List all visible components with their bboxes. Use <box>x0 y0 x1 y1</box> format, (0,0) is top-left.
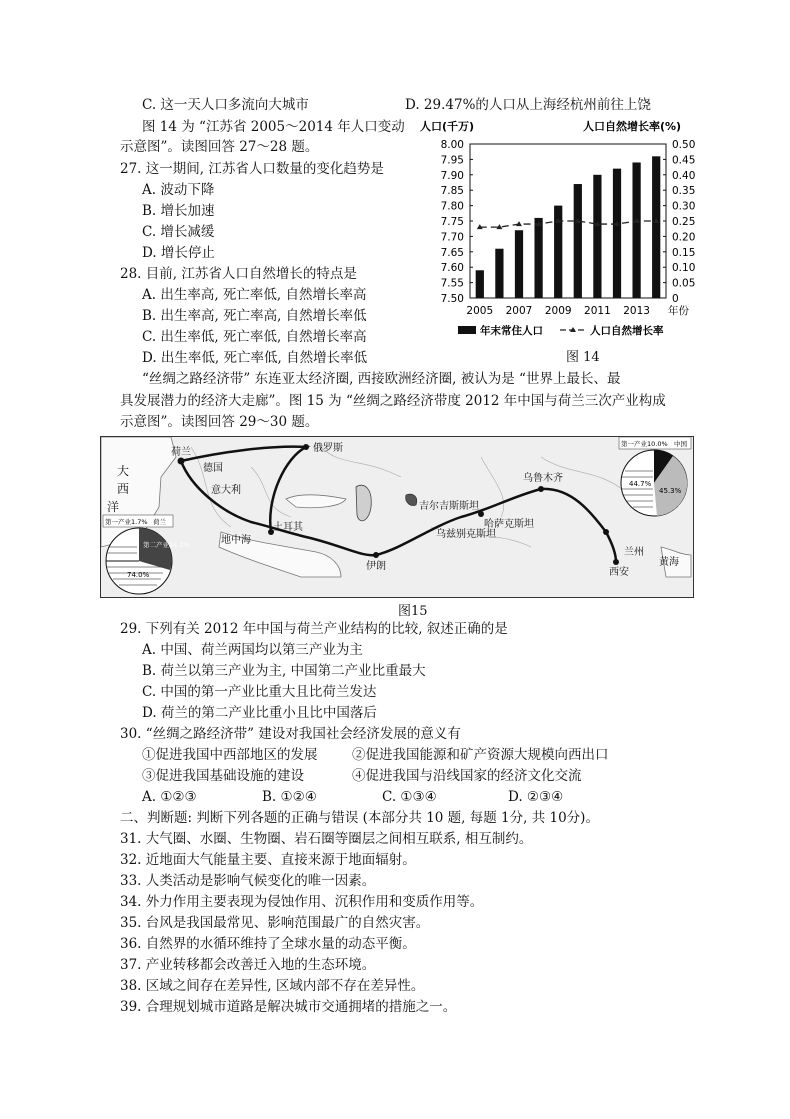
q29-option-d: D. 荷兰的第二产业比重小且比中国落后 <box>142 705 377 721</box>
fig14-caption: 图 14 <box>566 350 600 365</box>
label-yellow-sea: 黄海 <box>659 557 679 568</box>
legend-bar-swatch <box>458 326 476 334</box>
pie-cn-primary-label: 第一产业10.0% <box>621 440 668 448</box>
x-axis-unit: 年份 <box>668 305 689 317</box>
y-tick-left: 7.95 <box>440 154 464 167</box>
legend-line-label: 人口自然增长率 <box>590 325 664 337</box>
fig15-caption: 图15 <box>398 604 428 619</box>
label-mediterranean: 地中海 <box>221 535 251 546</box>
growth-rate-line <box>480 221 656 227</box>
pie-nl-tertiary-label: 74.0% <box>127 571 150 579</box>
x-tick-label: 2011 <box>584 305 611 317</box>
q30-option-a: A. ①②③ <box>142 789 197 805</box>
label-kyrgyzstan: 吉尔吉斯斯坦 <box>419 501 479 512</box>
y-tick-right: 0 <box>672 293 679 305</box>
judge-item: 36. 自然界的水循环维持了全球水量的动态平衡。 <box>120 936 416 952</box>
q28-option-c: C. 出生率低, 死亡率低, 自然增长率高 <box>142 329 367 345</box>
label-turkey: 土耳其 <box>273 522 303 533</box>
q27-option-d: D. 增长停止 <box>142 245 215 261</box>
legend-bar-label: 年末常住人口 <box>480 325 543 337</box>
label-uzbekistan: 乌兹别克斯坦 <box>436 529 496 540</box>
y-tick-left: 7.85 <box>440 185 464 198</box>
q30-statement-1: ①促进我国中西部地区的发展 <box>142 747 318 763</box>
q29-option-a: A. 中国、荷兰两国均以第三产业为主 <box>142 642 363 658</box>
y-axis-left-title: 人口(千万) <box>420 120 475 133</box>
part2-heading: 二、判断题: 判断下列各题的正确与错误 (本部分共 10 题, 每题 1分, 共 10分)。 <box>120 810 599 826</box>
judge-item: 35. 台风是我国最常见、影响范围最广的自然灾害。 <box>120 915 430 931</box>
label-atlantic-1: 大 <box>117 464 130 478</box>
y-tick-left: 7.70 <box>440 231 464 244</box>
pie-cn-tertiary-label: 44.7% <box>629 480 652 488</box>
y-tick-left: 7.60 <box>440 262 464 275</box>
q30-option-b: B. ①②④ <box>262 789 317 805</box>
y-tick-left: 8.00 <box>440 139 464 151</box>
label-atlantic-3: 洋 <box>107 500 120 514</box>
population-bar <box>574 184 582 298</box>
label-xian: 西安 <box>609 567 629 578</box>
x-tick-label: 2005 <box>466 305 494 317</box>
q30-statement-2: ②促进我国能源和矿产资源大规模向西出口 <box>352 747 609 763</box>
q26-option-c: C. 这一天人口多流向大城市 <box>142 97 309 113</box>
population-bar <box>515 230 523 298</box>
q28-option-d: D. 出生率低, 死亡率低, 自然增长率低 <box>142 350 368 366</box>
silk-intro-line3: 示意图”。读图回答 29～30 题。 <box>120 414 319 430</box>
fig14-intro-line1: 图 14 为 “江苏省 2005～2014 年人口变动 <box>142 119 405 135</box>
q28-option-a: A. 出生率高, 死亡率低, 自然增长率高 <box>142 287 367 303</box>
q27-stem: 27. 这一期间, 江苏省人口数量的变化趋势是 <box>120 161 384 177</box>
q27-option-b: B. 增长加速 <box>142 203 215 219</box>
y-tick-right: 0.15 <box>672 246 696 259</box>
y-tick-right: 0.50 <box>672 139 696 151</box>
population-chart <box>418 118 718 363</box>
population-bar <box>613 169 621 298</box>
q29-option-c: C. 中国的第一产业比重大且比荷兰发达 <box>142 684 377 700</box>
q28-option-b: B. 出生率高, 死亡率高, 自然增长率低 <box>142 308 367 324</box>
label-urumqi: 乌鲁木齐 <box>523 473 563 484</box>
label-iran: 伊朗 <box>366 561 386 572</box>
judge-item: 39. 合理规划城市道路是解决城市交通拥堵的措施之一。 <box>120 999 457 1015</box>
q29-stem: 29. 下列有关 2012 年中国与荷兰产业结构的比较, 叙述正确的是 <box>120 621 508 637</box>
judge-item: 32. 近地面大气能量主要、直接来源于地面辐射。 <box>120 852 416 868</box>
judge-item: 38. 区域之间存在差异性, 区域内部不存在差异性。 <box>120 978 425 994</box>
judge-item: 37. 产业转移都会改善迁入地的生态环境。 <box>120 957 376 973</box>
y-tick-right: 0.25 <box>672 216 696 228</box>
q27-option-a: A. 波动下降 <box>142 182 215 198</box>
q28-stem: 28. 目前, 江苏省人口自然增长的特点是 <box>120 266 357 282</box>
population-bar <box>652 156 660 298</box>
y-tick-right: 0.05 <box>672 277 696 290</box>
population-bar <box>593 175 601 298</box>
q30-stem: 30. “丝绸之路经济带” 建设对我国社会经济发展的意义有 <box>120 726 461 742</box>
y-axis-right-title: 人口自然增长率(%) <box>583 120 682 133</box>
silk-intro-line2: 具发展潜力的经济大走廊”。图 15 为 “丝绸之路经济带度 2012 年中国与荷兰三次产业构成 <box>120 393 666 409</box>
judge-item: 33. 人类活动是影响气候变化的唯一因素。 <box>120 873 376 889</box>
y-tick-left: 7.90 <box>440 169 464 182</box>
x-tick-label: 2007 <box>505 305 533 317</box>
y-tick-left: 7.75 <box>440 216 464 228</box>
population-bar <box>534 218 542 298</box>
label-italy: 意大利 <box>211 485 241 496</box>
pie-cn-country: 中国 <box>674 440 687 448</box>
y-tick-right: 0.35 <box>672 185 696 198</box>
q29-option-b: B. 荷兰以第三产业为主, 中国第二产业比重最大 <box>142 663 426 679</box>
x-tick-label: 2013 <box>623 305 650 317</box>
y-tick-left: 7.55 <box>440 277 464 290</box>
fig14-intro-line2: 示意图”。读图回答 27～28 题。 <box>120 139 319 155</box>
population-bar <box>495 249 503 298</box>
label-germany: 德国 <box>203 463 223 474</box>
pie-nl-country: 荷兰 <box>153 518 166 526</box>
growth-rate-point <box>516 221 522 226</box>
y-tick-right: 0.30 <box>672 200 696 213</box>
label-netherlands: 荷兰 <box>171 447 191 458</box>
y-tick-right: 0.10 <box>672 262 696 275</box>
q26-option-d: D. 29.47%的人口从上海经杭州前往上饶 <box>405 97 651 113</box>
judge-item: 34. 外力作用主要表现为侵蚀作用、沉积作用和变质作用等。 <box>120 894 484 910</box>
pie-nl-secondary-label: 第二产业24.3% <box>143 541 190 549</box>
q30-statement-4: ④促进我国与沿线国家的经济文化交流 <box>352 768 582 784</box>
label-kazakhstan: 哈萨克斯坦 <box>484 519 534 530</box>
x-tick-label: 2009 <box>544 305 572 317</box>
population-bar <box>476 270 484 298</box>
pie-nl-primary-label: 第一产业1.7% <box>105 518 148 526</box>
label-lanzhou: 兰州 <box>624 547 644 558</box>
q30-option-d: D. ②③④ <box>508 789 564 805</box>
y-tick-right: 0.45 <box>672 154 696 167</box>
q30-statement-3: ③促进我国基础设施的建设 <box>142 768 304 784</box>
y-tick-right: 0.20 <box>672 231 696 244</box>
y-tick-left: 7.80 <box>440 200 464 213</box>
judge-item: 31. 大气圈、水圈、生物圈、岩石圈等圈层之间相互联系, 相互制约。 <box>120 831 533 847</box>
y-tick-left: 7.50 <box>440 293 464 305</box>
silk-road-map <box>100 436 694 598</box>
pie-cn-secondary-label: 45.3% <box>659 487 682 495</box>
population-bar <box>632 162 640 298</box>
y-tick-left: 7.65 <box>440 246 464 259</box>
label-atlantic-2: 西 <box>117 482 130 496</box>
q30-option-c: C. ①③④ <box>382 789 437 805</box>
silk-intro-line1: “丝绸之路经济带” 东连亚太经济圈, 西接欧洲经济圈, 被认为是 “世界上最长、最 <box>142 371 621 387</box>
y-tick-right: 0.40 <box>672 169 696 182</box>
q27-option-c: C. 增长减缓 <box>142 224 215 240</box>
label-russia: 俄罗斯 <box>313 443 343 454</box>
